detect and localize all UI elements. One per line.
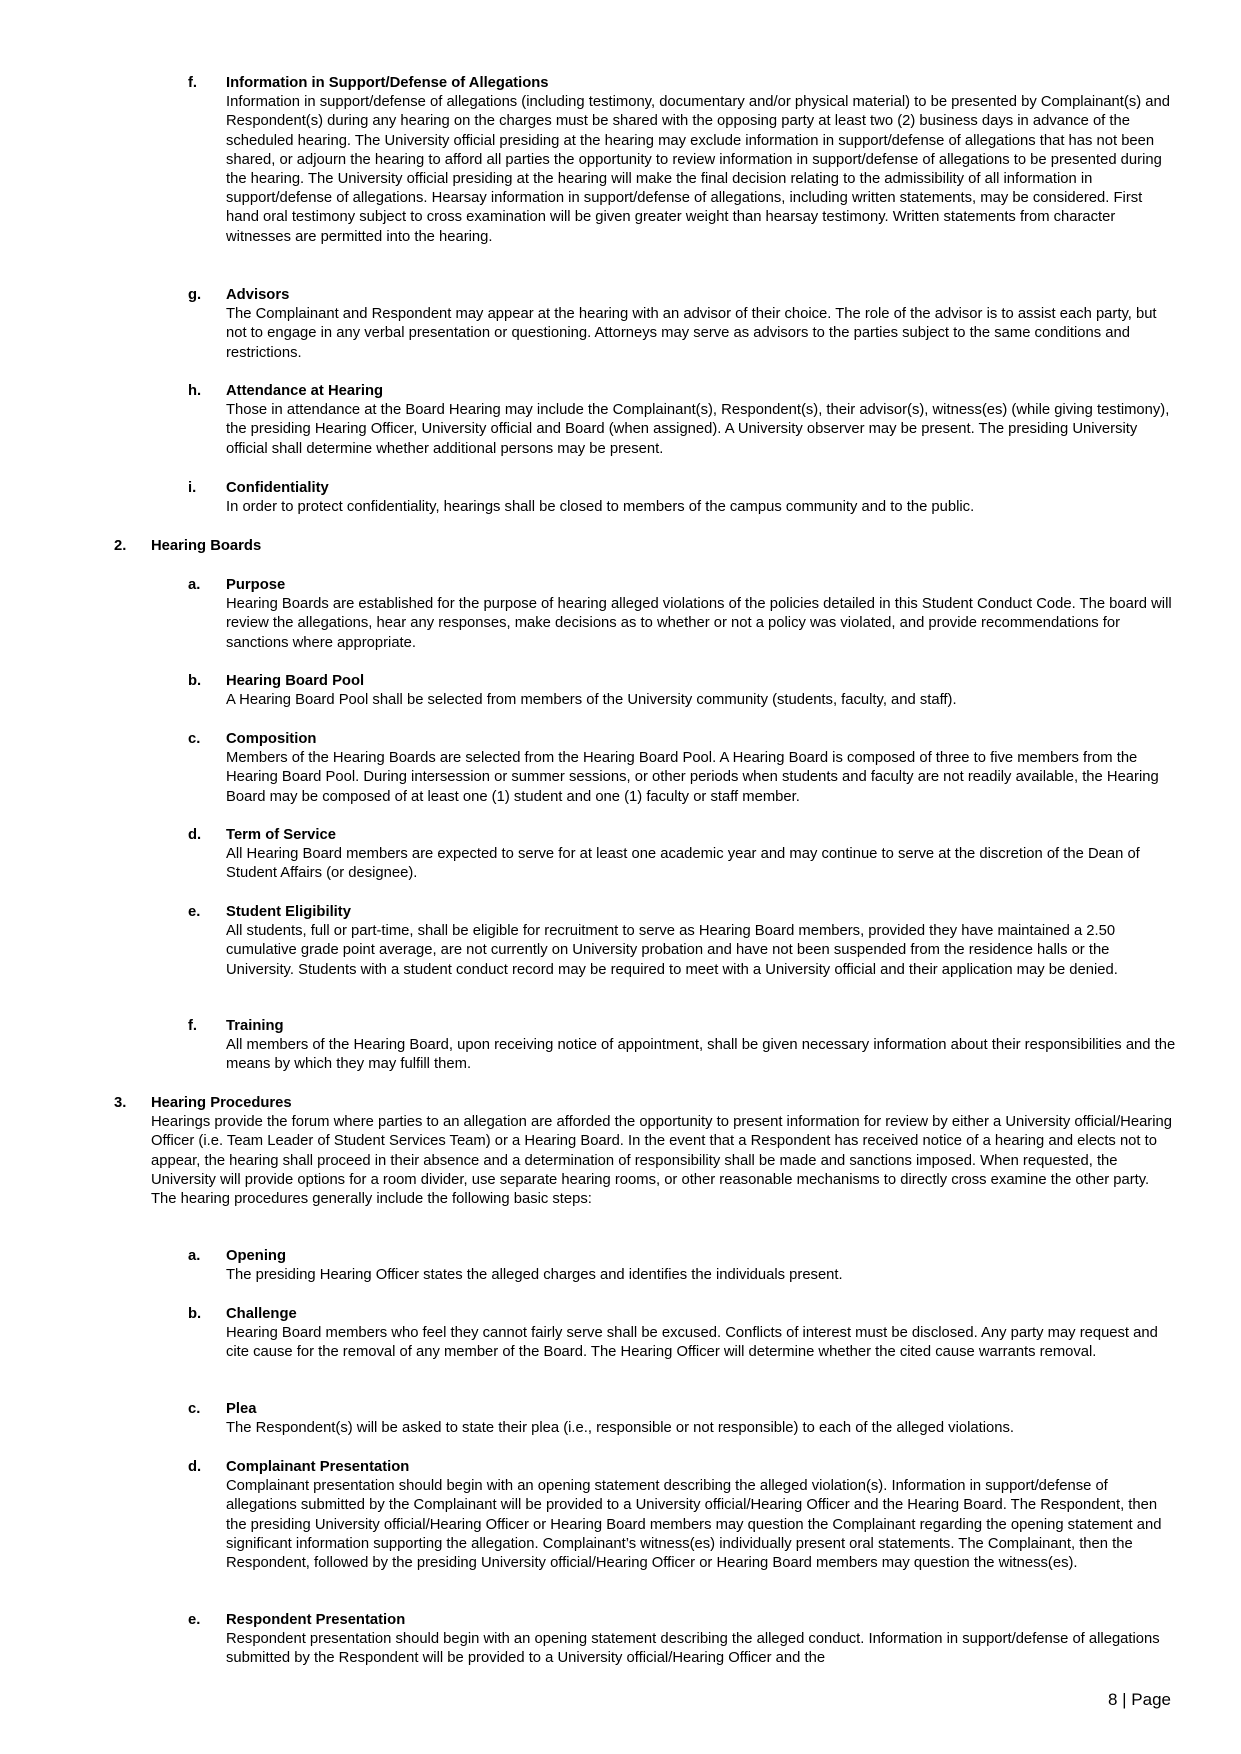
section-number: 3. bbox=[114, 1095, 127, 1111]
subsection-text: A Hearing Board Pool shall be selected from members of the University community (students, faculty, and staff). bbox=[226, 692, 957, 709]
subsection-2c bbox=[188, 730, 1178, 807]
item-letter: f. bbox=[188, 1018, 198, 1034]
subsection-3b bbox=[188, 1305, 1178, 1363]
subsection-3e bbox=[188, 1611, 1178, 1669]
subsection-3a bbox=[188, 1247, 1178, 1285]
item-letter: a. bbox=[188, 1248, 201, 1264]
subsection-2e bbox=[188, 903, 1178, 980]
page-number: 8 | Page bbox=[1107, 1690, 1171, 1709]
subsection-1h bbox=[188, 382, 1178, 459]
subsection-3d bbox=[188, 1458, 1178, 1573]
subsection-title: Plea bbox=[226, 1401, 257, 1417]
subsection-title: Advisors bbox=[226, 287, 290, 303]
subsection-title: Term of Service bbox=[226, 827, 336, 843]
subsection-title: Purpose bbox=[226, 577, 286, 593]
subsection-title: Challenge bbox=[226, 1306, 297, 1322]
subsection-text: Complainant presentation should begin with an opening statement describing the alleged violation(s). Information in support/defense of allegations submitted by the Complainant will be provided to a University official/Hearing Officer and the Hearing Board. The Respondent, then the presiding University official/Hearing Officer or Hearing Board members may question the Complainant regarding the opening statement and significant information supporting the allegation. Complainant’s witness(es) individually present oral statements. The Complainant, then the Respondent, followed by the presiding University official/Hearing Officer or Hearing Board members may question the witness(es). bbox=[226, 1478, 1162, 1572]
subsection-1i bbox=[188, 479, 1178, 517]
section-text: Hearings provide the forum where parties to an allegation are afforded the opportunity to present information for review by either a University official/Hearing Officer (i.e. Team Leader of Student Services Team) or a Hearing Board. In the event that a Respondent has received notice of a hearing and elects not to appear, the hearing shall proceed in their absence and a determination of responsibility shall be made and sanctions imposed. When requested, the University will provide options for a room divider, use separate hearing rooms, or other reasonable mechanisms to directly cross examine the other party. The hearing procedures generally include the following basic steps: bbox=[151, 1114, 1172, 1208]
subsection-text: The Respondent(s) will be asked to state their plea (i.e., responsible or not responsible) to each of the alleged violations. bbox=[226, 1420, 1014, 1437]
subsection-title: Information in Support/Defense of Allegations bbox=[226, 75, 549, 91]
subsection-2d bbox=[188, 826, 1178, 884]
subsection-text: In order to protect confidentiality, hearings shall be closed to members of the campus community and to the public. bbox=[226, 499, 975, 516]
item-letter: f. bbox=[188, 75, 198, 91]
section-3 bbox=[114, 1094, 1178, 1209]
subsection-title: Training bbox=[226, 1018, 284, 1034]
subsection-text: Those in attendance at the Board Hearing may include the Complainant(s), Respondent(s), their advisor(s), witness(es) (while giving testimony), the presiding Hearing Officer, University official and Board (when assigned). A University observer may be present. The presiding University official shall determine whether additional persons may be present. bbox=[226, 402, 1170, 457]
subsection-1f bbox=[188, 74, 1178, 247]
item-letter: i. bbox=[188, 480, 197, 496]
subsection-title: Respondent Presentation bbox=[226, 1612, 406, 1628]
subsection-2a bbox=[188, 576, 1178, 653]
item-letter: c. bbox=[188, 731, 201, 747]
subsection-text: Hearing Board members who feel they cannot fairly serve shall be excused. Conflicts of interest must be disclosed. Any party may request and cite cause for the removal of any member of the Board. The Hearing Officer will determine whether the cited cause warrants removal. bbox=[226, 1325, 1158, 1361]
subsection-1g bbox=[188, 286, 1178, 363]
subsection-text: The presiding Hearing Officer states the alleged charges and identifies the individuals present. bbox=[226, 1267, 843, 1284]
subsection-text: Hearing Boards are established for the purpose of hearing alleged violations of the policies detailed in this Student Conduct Code. The board will review the allegations, hear any responses, make decisions as to whether or not a policy was violated, and provide recommendations for sanctions where appropriate. bbox=[226, 596, 1172, 651]
subsection-text: Information in support/defense of allegations (including testimony, documentary and/or physical material) to be presented by Complainant(s) and Respondent(s) during any hearing on the charges must be shared with the opposing party at least two (2) business days in advance of the scheduled hearing. The University official presiding at the hearing may exclude information in support/defense of allegations that has not been shared, or adjourn the hearing to afford all parties the opportunity to review information in support/defense of allegations to be presented during the hearing. The University official presiding at the hearing will make the final decision relating to the admissibility of all information in support/defense of allegations. Hearsay information in support/defense of allegations, including written statements, may be considered. First hand oral testimony subject to cross examination will be given greater weight than hearsay testimony. Written statements from character witnesses are permitted into the hearing. bbox=[226, 94, 1170, 245]
subsection-title: Confidentiality bbox=[226, 480, 329, 496]
subsection-text: Respondent presentation should begin with an opening statement describing the alleged conduct. Information in support/defense of allegations submitted by the Respondent will be provided to a University official/Hearing Officer and the bbox=[226, 1631, 1160, 1667]
subsection-title: Attendance at Hearing bbox=[226, 383, 384, 399]
subsection-2f bbox=[188, 1017, 1178, 1075]
item-letter: h. bbox=[188, 383, 202, 399]
section-number: 2. bbox=[114, 538, 127, 554]
subsection-title: Opening bbox=[226, 1248, 287, 1264]
subsection-2b bbox=[188, 672, 1178, 710]
subsection-text: Members of the Hearing Boards are selected from the Hearing Board Pool. A Hearing Board is composed of three to five members from the Hearing Board Pool. During intersession or summer sessions, or other periods when students and faculty are not readily available, the Hearing Board may be composed of at least one (1) student and one (1) faculty or staff member. bbox=[226, 750, 1159, 805]
subsection-title: Complainant Presentation bbox=[226, 1459, 410, 1475]
item-letter: c. bbox=[188, 1401, 201, 1417]
item-letter: e. bbox=[188, 1612, 201, 1628]
subsection-text: The Complainant and Respondent may appear at the hearing with an advisor of their choice. The role of the advisor is to assist each party, but not to engage in any verbal presentation or questioning. Attorneys may serve as advisors to the parties subject to the same conditions and restrictions. bbox=[226, 306, 1157, 361]
item-letter: d. bbox=[188, 1459, 202, 1475]
item-letter: d. bbox=[188, 827, 202, 843]
subsection-title: Composition bbox=[226, 731, 317, 747]
subsection-3c bbox=[188, 1400, 1178, 1438]
item-letter: g. bbox=[188, 287, 202, 303]
subsection-text: All members of the Hearing Board, upon receiving notice of appointment, shall be given necessary information about their responsibilities and the means by which they may fulfill them. bbox=[226, 1037, 1176, 1073]
section-title: Hearing Boards bbox=[151, 538, 262, 554]
item-letter: b. bbox=[188, 673, 202, 689]
item-letter: b. bbox=[188, 1306, 202, 1322]
item-letter: e. bbox=[188, 904, 201, 920]
subsection-text: All Hearing Board members are expected to serve for at least one academic year and may continue to serve at the discretion of the Dean of Student Affairs (or designee). bbox=[226, 846, 1140, 882]
section-title: Hearing Procedures bbox=[151, 1095, 292, 1111]
section-2-heading bbox=[114, 537, 1178, 556]
subsection-title: Hearing Board Pool bbox=[226, 673, 365, 689]
subsection-text: All students, full or part-time, shall be eligible for recruitment to serve as Hearing Board members, provided they have maintained a 2.50 cumulative grade point average, are not currently on University probation and have not been suspended from the residence halls or the University. Students with a student conduct record may be required to meet with a University official and their application may be denied. bbox=[226, 923, 1118, 978]
item-letter: a. bbox=[188, 577, 201, 593]
subsection-title: Student Eligibility bbox=[226, 904, 351, 920]
